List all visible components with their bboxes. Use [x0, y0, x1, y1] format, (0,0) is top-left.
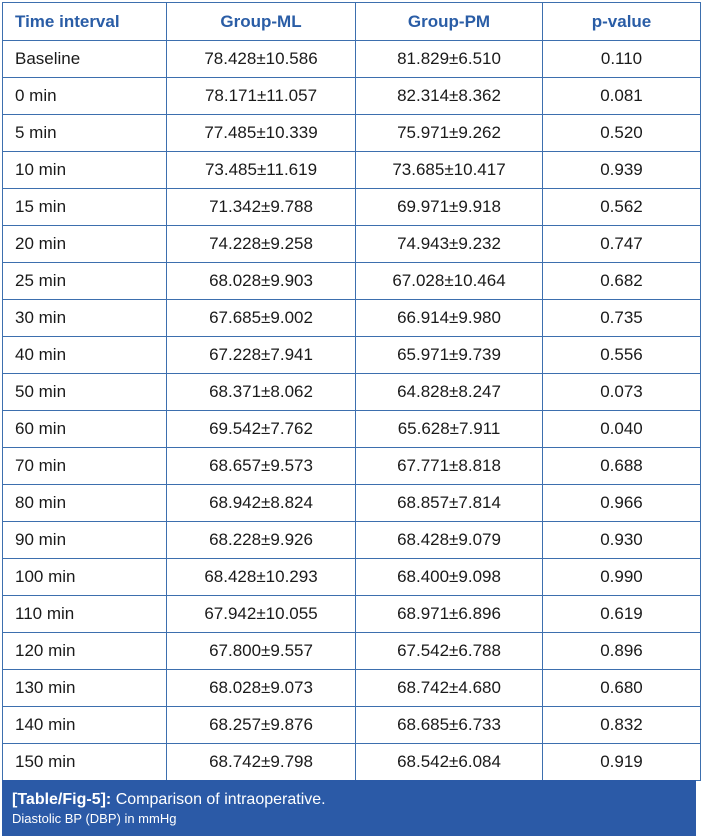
- cell-group-ml: 68.428±10.293: [167, 559, 356, 596]
- table-row: [3, 78, 701, 115]
- cell-time-interval: 5 min: [3, 115, 167, 152]
- cell-p-value: 0.966: [543, 485, 701, 522]
- cell-group-ml: 68.028±9.073: [167, 670, 356, 707]
- table-row: [3, 596, 701, 633]
- cell-group-pm: 65.971±9.739: [356, 337, 543, 374]
- table-row: [3, 411, 701, 448]
- cell-group-ml: 74.228±9.258: [167, 226, 356, 263]
- cell-group-ml: 68.657±9.573: [167, 448, 356, 485]
- cell-group-pm: 68.685±6.733: [356, 707, 543, 744]
- cell-p-value: 0.110: [543, 41, 701, 78]
- cell-p-value: 0.040: [543, 411, 701, 448]
- header-group-ml: Group-ML: [167, 3, 356, 41]
- table-row: [3, 152, 701, 189]
- table-header-row: [3, 3, 701, 41]
- cell-time-interval: 50 min: [3, 374, 167, 411]
- cell-group-pm: 82.314±8.362: [356, 78, 543, 115]
- cell-group-ml: 67.942±10.055: [167, 596, 356, 633]
- table-row: [3, 374, 701, 411]
- cell-group-pm: 68.742±4.680: [356, 670, 543, 707]
- table-row: [3, 522, 701, 559]
- caption-label: [Table/Fig-5]:: [12, 791, 112, 808]
- table-row: [3, 448, 701, 485]
- cell-p-value: 0.073: [543, 374, 701, 411]
- cell-group-pm: 69.971±9.918: [356, 189, 543, 226]
- cell-p-value: 0.747: [543, 226, 701, 263]
- caption-title-line: [12, 790, 686, 810]
- cell-group-pm: 68.428±9.079: [356, 522, 543, 559]
- cell-time-interval: 90 min: [3, 522, 167, 559]
- cell-group-ml: 68.028±9.903: [167, 263, 356, 300]
- cell-time-interval: Baseline: [3, 41, 167, 78]
- cell-group-pm: 67.771±8.818: [356, 448, 543, 485]
- figure-caption: [2, 780, 696, 836]
- cell-p-value: 0.919: [543, 744, 701, 781]
- cell-group-pm: 81.829±6.510: [356, 41, 543, 78]
- cell-group-ml: 68.371±8.062: [167, 374, 356, 411]
- cell-p-value: 0.930: [543, 522, 701, 559]
- cell-group-ml: 68.228±9.926: [167, 522, 356, 559]
- table-row: [3, 300, 701, 337]
- caption-title: Comparison of intraoperative.: [115, 791, 326, 808]
- cell-time-interval: 120 min: [3, 633, 167, 670]
- table-row: [3, 559, 701, 596]
- cell-time-interval: 0 min: [3, 78, 167, 115]
- cell-group-pm: 64.828±8.247: [356, 374, 543, 411]
- table-row: [3, 263, 701, 300]
- cell-p-value: 0.562: [543, 189, 701, 226]
- cell-group-ml: 67.228±7.941: [167, 337, 356, 374]
- dbp-comparison-table: [2, 2, 701, 781]
- cell-p-value: 0.735: [543, 300, 701, 337]
- cell-group-pm: 66.914±9.980: [356, 300, 543, 337]
- table-row: [3, 485, 701, 522]
- cell-time-interval: 140 min: [3, 707, 167, 744]
- table-row: [3, 115, 701, 152]
- cell-group-ml: 68.942±8.824: [167, 485, 356, 522]
- header-group-pm: Group-PM: [356, 3, 543, 41]
- cell-time-interval: 70 min: [3, 448, 167, 485]
- cell-group-ml: 68.742±9.798: [167, 744, 356, 781]
- cell-time-interval: 80 min: [3, 485, 167, 522]
- cell-group-pm: 68.857±7.814: [356, 485, 543, 522]
- table-row: [3, 337, 701, 374]
- cell-group-ml: 67.800±9.557: [167, 633, 356, 670]
- cell-group-ml: 69.542±7.762: [167, 411, 356, 448]
- table-row: [3, 189, 701, 226]
- cell-group-pm: 74.943±9.232: [356, 226, 543, 263]
- cell-group-pm: 68.400±9.098: [356, 559, 543, 596]
- header-time-interval: Time interval: [3, 3, 167, 41]
- cell-time-interval: 10 min: [3, 152, 167, 189]
- cell-group-pm: 67.542±6.788: [356, 633, 543, 670]
- cell-group-pm: 68.542±6.084: [356, 744, 543, 781]
- cell-group-ml: 77.485±10.339: [167, 115, 356, 152]
- table-row: [3, 670, 701, 707]
- cell-group-pm: 65.628±7.911: [356, 411, 543, 448]
- cell-group-ml: 67.685±9.002: [167, 300, 356, 337]
- cell-p-value: 0.081: [543, 78, 701, 115]
- cell-group-pm: 68.971±6.896: [356, 596, 543, 633]
- cell-group-ml: 78.428±10.586: [167, 41, 356, 78]
- cell-time-interval: 60 min: [3, 411, 167, 448]
- cell-p-value: 0.682: [543, 263, 701, 300]
- cell-p-value: 0.939: [543, 152, 701, 189]
- cell-p-value: 0.520: [543, 115, 701, 152]
- table-row: [3, 226, 701, 263]
- cell-p-value: 0.990: [543, 559, 701, 596]
- cell-group-ml: 68.257±9.876: [167, 707, 356, 744]
- cell-time-interval: 130 min: [3, 670, 167, 707]
- cell-time-interval: 150 min: [3, 744, 167, 781]
- cell-time-interval: 100 min: [3, 559, 167, 596]
- cell-group-pm: 75.971±9.262: [356, 115, 543, 152]
- cell-p-value: 0.688: [543, 448, 701, 485]
- table-row: [3, 633, 701, 670]
- cell-time-interval: 40 min: [3, 337, 167, 374]
- table-figure: [0, 2, 700, 839]
- cell-group-pm: 67.028±10.464: [356, 263, 543, 300]
- cell-p-value: 0.896: [543, 633, 701, 670]
- cell-time-interval: 15 min: [3, 189, 167, 226]
- cell-p-value: 0.680: [543, 670, 701, 707]
- cell-group-ml: 78.171±11.057: [167, 78, 356, 115]
- table-row: [3, 41, 701, 78]
- cell-p-value: 0.619: [543, 596, 701, 633]
- cell-p-value: 0.556: [543, 337, 701, 374]
- header-p-value: p-value: [543, 3, 701, 41]
- cell-p-value: 0.832: [543, 707, 701, 744]
- table-body: [3, 41, 701, 781]
- table-row: [3, 707, 701, 744]
- cell-time-interval: 25 min: [3, 263, 167, 300]
- cell-time-interval: 110 min: [3, 596, 167, 633]
- caption-subtitle: Diastolic BP (DBP) in mmHg: [12, 811, 177, 826]
- cell-time-interval: 20 min: [3, 226, 167, 263]
- cell-group-ml: 73.485±11.619: [167, 152, 356, 189]
- cell-group-pm: 73.685±10.417: [356, 152, 543, 189]
- table-row: [3, 744, 701, 781]
- cell-group-ml: 71.342±9.788: [167, 189, 356, 226]
- cell-time-interval: 30 min: [3, 300, 167, 337]
